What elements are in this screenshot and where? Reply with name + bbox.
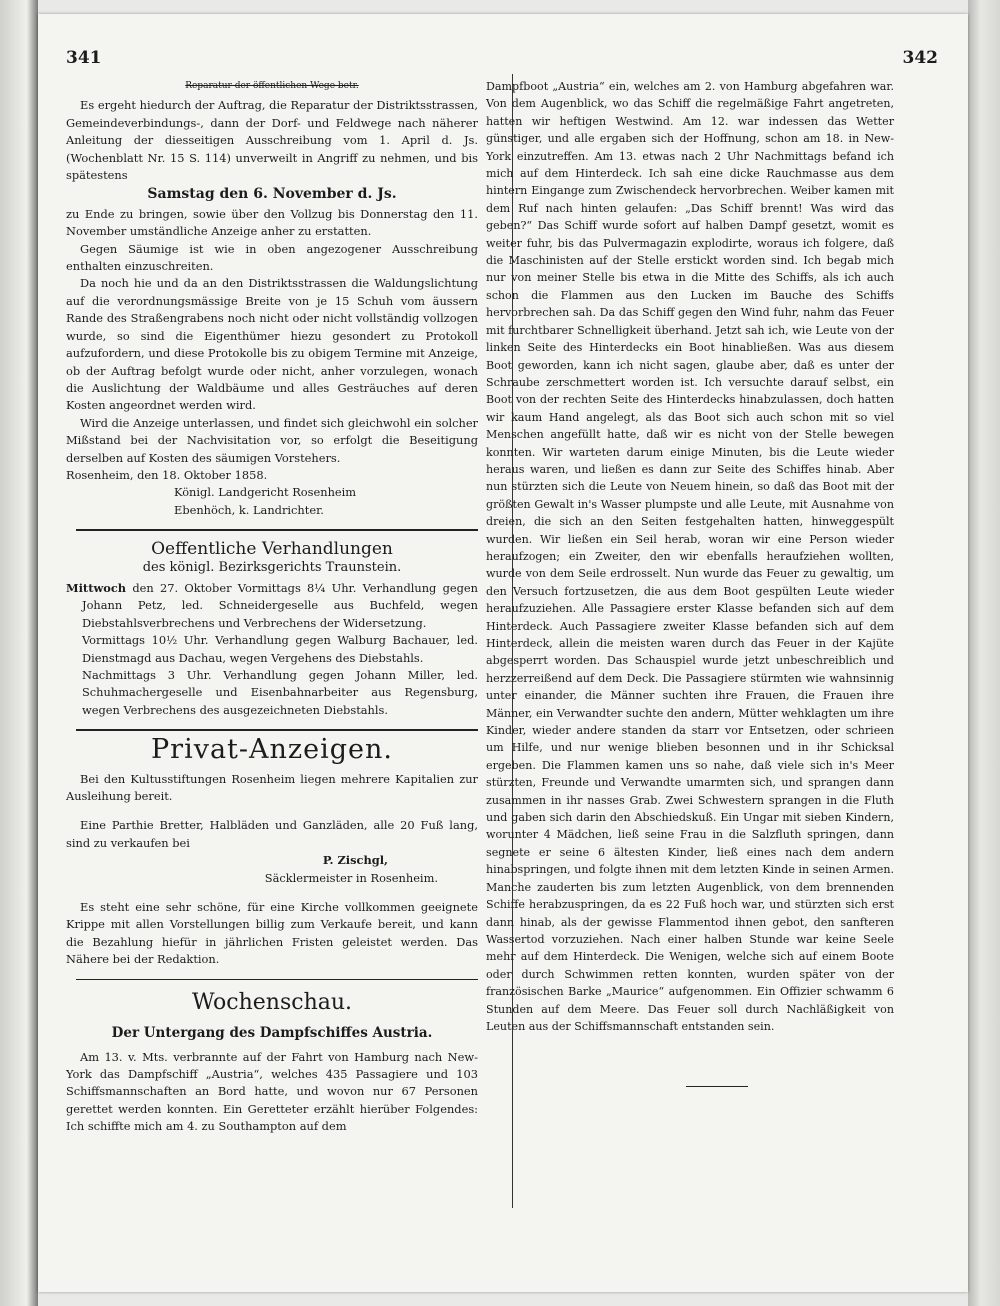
- notice-heading: Reparatur der öffentlichen Wege betr.: [185, 81, 359, 91]
- notice-court: Königl. Landgericht Rosenheim: [174, 485, 357, 500]
- notice-deadline: Samstag den 6. November d. Js.: [147, 186, 397, 203]
- notice-judge: Ebenhöch, k. Landrichter.: [174, 502, 324, 517]
- notice-paragraph-1: Es ergeht hiedurch der Auftrag, die Reparatur der Distriktsstrassen, Gemeindeverbindungs-, dann der Dorf- und Feldwege nach näherer Anleitung der diesseitigen Ausschreibung vom 1. April d. Js. (Wochenblatt Nr. 15 S. 114) unverweilt in Angriff zu nehmen, und bis spätestens: [66, 98, 478, 183]
- right-column: [486, 78, 894, 1035]
- left-column: [66, 78, 478, 1136]
- page-number-left: 341: [66, 48, 102, 68]
- article-title: Der Untergang des Dampfschiffes Austria.: [111, 1025, 433, 1042]
- spacer: [66, 887, 478, 899]
- notice-paragraph-3: Gegen Säumige ist wie in oben angezogener Ausschreibung enthalten einzuschreiten.: [66, 241, 478, 274]
- notice-date: Rosenheim, den 18. Oktober 1858.: [66, 467, 268, 482]
- hearing-item-1: [66, 580, 478, 632]
- section-rule: [76, 729, 478, 731]
- ad-1: Bei den Kultusstiftungen Rosenheim liegen mehrere Kapitalien zur Ausleihung bereit.: [66, 771, 478, 804]
- article-start: Am 13. v. Mts. verbrannte auf der Fahrt von Hamburg nach New-York das Dampfschiff „Austria“, welches 435 Passagiere und 103 Schiffsmannschaften an Bord hatte, und wovon nur 67 Personen gerettet werden konnten. Ein Geretteter erzählt hierüber Folgendes: Ich schiffte mich am 4. zu Southampton auf dem: [66, 1049, 478, 1134]
- weekly-review-title: Wochenschau.: [191, 989, 353, 1015]
- hearings-subtitle: des königl. Bezirksgerichts Traunstein.: [142, 559, 402, 575]
- section-rule: [76, 529, 478, 531]
- book-binding-right: [968, 0, 1000, 1306]
- private-ads-title: Privat-Anzeigen.: [151, 734, 393, 766]
- section-rule: [76, 979, 478, 980]
- hearing-item-3: Nachmittags 3 Uhr. Verhandlung gegen Johann Miller, led. Schuhmachergeselle und Eisenbahnarbeiter aus Regensburg, wegen Verbrechens des ausgezeichneten Diebstahls.: [82, 668, 478, 717]
- hearing-text-1: den 27. Oktober Vormittags 8¼ Uhr. Verhandlung gegen Johann Petz, led. Schneidergeselle aus Buchfeld, wegen Diebstahlsverbrechens und Verbrechens der Widersetzung.: [82, 580, 478, 630]
- spacer: [66, 805, 478, 817]
- page-number-right: 342: [902, 48, 938, 68]
- notice-paragraph-5: Wird die Anzeige unterlassen, und findet sich gleichwohl ein solcher Mißstand bei der Nachvisitation vor, so erfolgt die Beseitigung derselben auf Kosten des säumigen Vorstehers.: [66, 415, 478, 465]
- end-rule: [686, 1086, 748, 1087]
- ad-2: Eine Parthie Bretter, Halbläden und Ganzläden, alle 20 Fuß lang, sind zu verkaufen bei: [66, 818, 478, 850]
- article-continuation: Dampfboot „Austria“ ein, welches am 2. von Hamburg abgefahren war. Von dem Augenblick, wo das Schiff die regelmäßige Fahrt angetreten, hatten wir heftigen Westwind. Am 12. war indessen das Wetter günstiger, und alle ergaben sich der Hoffnung, schon am 18. in New-York einzutreffen. Am 13. etwas nach 2 Uhr Nachmittags befand ich mich auf dem Hinterdeck. Ich sah eine dicke Rauchmasse aus dem hintern Eingange zum Zwischendeck hervorbrechen. Weiber kamen mit dem Ruf nach hinten gelaufen: „Das Schiff brennt! Was wird das geben?“ Das Schiff wurde sofort auf halben Dampf gesetzt, womit es weiter fuhr, bis das Pulvermagazin explodirte, woraus ich folgere, daß die Maschinisten auf der Stelle erstickt worden sind. Ich begab mich nur von meiner Stelle bis etwa in die Mitte des Schiffs, als ich auch schon die Flammen aus den Lucken im Bauche des Schiffs hervorbrechen sah. Da das Schiff gegen den Wind fuhr, nahm das Feuer mit furchtbarer Schnelligkeit überhand. Jetzt sah ich, wie Leute von der linken Seite des Hinterdecks ein Boot hinabließen. Was aus diesem Boot geworden, kann ich nicht sagen, glaube aber, daß es unter der Schraube zerschmettert worden ist. Ich versuchte darauf selbst, ein Boot von der rechten Seite des Hinterdecks hinabzulassen, doch hatten wir kaum Hand angelegt, als das Boot sich auch schon mit so viel Menschen angefüllt hatte, daß wir es nicht von der Stelle bewegen konnten. Wir warteten darum einige Minuten, bis die Leute wieder heraus waren, und ließen es dann zur Seite des Schiffes hinab. Aber nun stürzten sich die Leute von Neuem hinein, so daß das Boot mit der größten Gewalt in's Wasser plumpste und alle Leute, mit Ausnahme von dreien, die sich an den Seiten festgehalten hatten, hinweggespült wurden. Wir ließen ein Seil herab, woran wir eine Person wieder heraufzogen; ein Zweiter, den wir ebenfalls heraufziehen wollten, wurde von dem Seile erdrosselt. Nun wurde das Feuer zu gewaltig, um den Versuch fortzusetzen, die aus dem Boot gespülten Leute wieder heraufzuziehen. Alle Passagiere erster Klasse befanden sich auf dem Hinterdeck. Auch Passagiere zweiter Klasse befanden sich auf dem Hinterdeck, allein die meisten waren durch das Feuer in der Kajüte abgesperrt worden. Das Schauspiel wurde jetzt unbeschreiblich und herzzerreißend auf dem Deck. Die Passagiere stürmten wie wahnsinnig unter einander, die Männer suchten ihre Frauen, die Frauen ihre Männer, ein Verwandter suchte den andern, Mütter wehklagten um ihre Kinder, wieder andere standen da starr vor Entsetzen, oder schrieen um Hilfe, und nur wenige blieben besonnen und in ihr Schicksal ergeben. Die Flammen kamen uns so nahe, daß viele sich in's Meer stürzten, Freunde und Verwandte umarmten sich, und sprangen dann zusammen in ihr nasses Grab. Zwei Schwestern sprangen in die Fluth und gaben sich darin den Abschiedskuß. Ein Ungar mit sieben Kindern, worunter 4 Mädchen, ließ seine Frau in die Salzfluth springen, dann segnete er seine 6 ältesten Kinder, ließ eines nach dem andern hinabspringen, und folgte ihnen mit dem letzten Kinde in seinen Armen. Manche zauderten bis zum letzten Augenblick, von dem brennenden Schiffe herabzuspringen, da es 22 Fuß hoch war, und stürzten sich erst dann hinab, als der gewisse Flammentod ihnen gebot, den sanfteren Wassertod vorzuziehen. Nach einer halben Stunde war keine Seele mehr auf dem Hinterdeck. Die Wenigen, welche sich auf einem Boote oder durch Schwimmen retten konnten, wurden später von der französischen Barke „Maurice“ aufgenommen. Ein Offizier schwamm 6 Stunden auf dem Meere. Das Feuer soll durch Nachläßigkeit von Leuten aus der Schiffsmannschaft entstanden sein.: [486, 80, 894, 1033]
- ad-3: Es steht eine sehr schöne, für eine Kirche vollkommen geeignete Krippe mit allen Vorstellungen billig zum Verkaufe bereit, und kann die Bezahlung hiefür in jährlichen Fristen geleistet werden. Das Nähere bei der Redaktion.: [66, 900, 478, 967]
- hearing-day: Mittwoch: [66, 580, 127, 595]
- ad-2-name: P. Zischgl,: [322, 853, 388, 868]
- hearings-title: Oeffentliche Verhandlungen: [151, 539, 393, 560]
- ad-2-title: Säcklermeister in Rosenheim.: [264, 870, 438, 885]
- newspaper-page: [38, 14, 968, 1292]
- hearing-item-2: Vormittags 10½ Uhr. Verhandlung gegen Walburg Bachauer, led. Dienstmagd aus Dachau, wegen Vergehens des Diebstahls.: [82, 633, 478, 665]
- notice-paragraph-4: Da noch hie und da an den Distriktsstrassen die Waldungslichtung auf die verordnungsmässige Breite von je 15 Schuh vom äussern Rande des Straßengrabens noch nicht oder nicht vollständig vollzogen wurde, so sind die Eigenthümer hiezu gesondert zu Protokoll aufzufordern, und diese Protokolle bis zu obigem Termine mit Anzeige, ob der Auftrag befolgt wurde oder nicht, anher vorzulegen, wonach die Auslichtung der Waldbäume und alles Gesträuches auf deren Kosten angeordnet werden wird.: [66, 276, 478, 413]
- book-binding-left: [0, 0, 38, 1306]
- notice-paragraph-2: zu Ende zu bringen, sowie über den Vollzug bis Donnerstag den 11. November umständliche Anzeige anher zu erstatten.: [66, 206, 478, 239]
